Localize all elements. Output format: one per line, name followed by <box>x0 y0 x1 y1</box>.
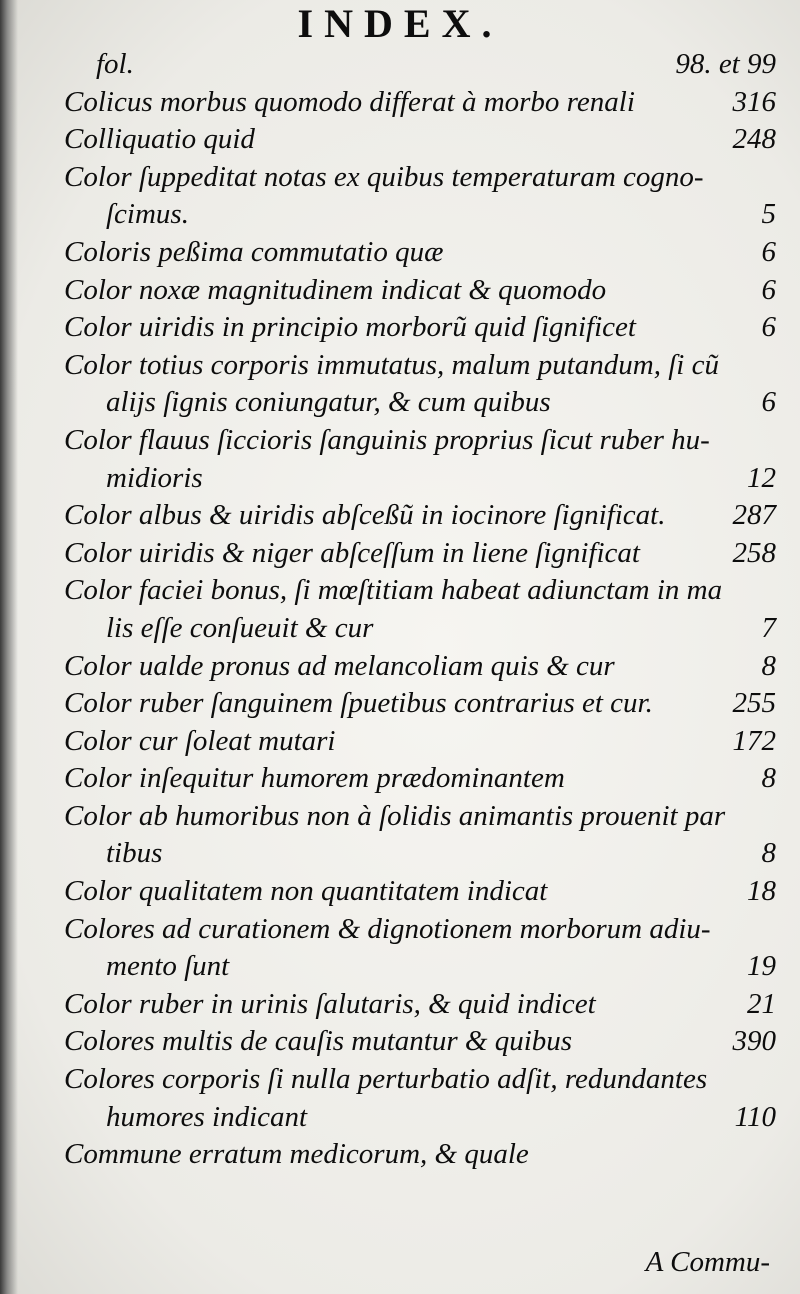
index-entry <box>64 1023 776 1061</box>
index-entry <box>64 272 776 310</box>
index-entry <box>64 760 776 798</box>
entry-page: 6 <box>761 273 776 306</box>
index-entry <box>64 460 776 498</box>
entry-text: Color ualde pronus ad melancoliam quis & cur <box>64 649 615 682</box>
entry-text: Color flauus ſiccioris ſanguinis proprius ſicut ruber hu- <box>64 423 710 456</box>
entry-text: Color ab humoribus non à ſolidis animantis prouenit par <box>64 799 726 832</box>
entry-page: 287 <box>732 499 776 532</box>
entry-text: Colliquatio quid <box>64 123 255 156</box>
entry-text: Color albus & uiridis abſceßũ in iocinore ſignificat. <box>64 499 666 532</box>
entry-page: 6 <box>761 311 776 344</box>
index-entry <box>64 610 776 648</box>
index-entry <box>64 384 776 422</box>
entry-page: 248 <box>732 123 776 156</box>
index-entry <box>64 309 776 347</box>
index-entry <box>64 572 776 610</box>
entry-text: Color faciei bonus, ſi mœſtitiam habeat adiunctam in ma <box>64 574 723 607</box>
index-entry <box>64 648 776 686</box>
entry-text: Color ruber ſanguinem ſpuetibus contrarius et cur. <box>64 687 653 720</box>
entry-text: Colores multis de cauſis mutantur & quibus <box>64 1025 573 1058</box>
entry-page: 98. et 99 <box>675 48 776 80</box>
entry-page: 316 <box>732 85 776 118</box>
entry-page: 6 <box>761 386 776 419</box>
entry-text: mento ſunt <box>106 950 230 983</box>
index-entry <box>64 685 776 723</box>
entry-text: humores indicant <box>106 1100 308 1133</box>
entry-page: 18 <box>747 875 776 908</box>
entry-text: fol. <box>96 48 134 80</box>
index-entry <box>64 986 776 1024</box>
index-entries <box>64 46 776 1174</box>
entry-text: Colicus morbus quomodo differat à morbo renali <box>64 85 635 118</box>
index-entry <box>64 798 776 836</box>
index-entry <box>64 234 776 272</box>
entry-text: tibus <box>106 837 163 870</box>
entry-text: Color uiridis & niger abſceſſum in liene ſignificat <box>64 536 640 569</box>
index-entry <box>64 422 776 460</box>
entry-text: Color ruber in urinis ſalutaris, & quid indicet <box>64 987 596 1020</box>
page-gutter-shadow <box>0 0 18 1294</box>
entry-text: Color noxæ magnitudinem indicat & quomodo <box>64 273 607 306</box>
entry-text: Coloris peßima commutatio quæ <box>64 235 444 268</box>
index-entry <box>64 497 776 535</box>
entry-page: 172 <box>732 724 776 757</box>
index-entry <box>64 84 776 122</box>
entry-text: Color ſuppeditat notas ex quibus temperaturam cogno- <box>64 160 704 193</box>
entry-page: 258 <box>732 536 776 569</box>
index-entry <box>64 723 776 761</box>
index-entry <box>64 46 776 84</box>
index-entry <box>64 1061 776 1099</box>
entry-page: 8 <box>761 649 776 682</box>
entry-text: Colores ad curationem & dignotionem morborum adiu- <box>64 912 711 945</box>
index-entry <box>64 347 776 385</box>
page-header: INDEX. <box>297 1 503 46</box>
index-entry <box>64 911 776 949</box>
index-entry <box>64 159 776 197</box>
index-entry <box>64 1099 776 1137</box>
entry-text: lis eſſe conſueuit & cur <box>106 611 374 644</box>
entry-text: ſcimus. <box>106 198 189 231</box>
entry-page: 6 <box>761 235 776 268</box>
entry-page: 255 <box>732 687 776 720</box>
entry-page: 8 <box>761 762 776 795</box>
entry-page: 21 <box>747 987 776 1020</box>
entry-page: 19 <box>747 950 776 983</box>
index-entry <box>64 535 776 573</box>
entry-text: Color totius corporis immutatus, malum putandum, ſi cũ <box>64 348 719 381</box>
entry-text: Color inſequitur humorem prædominantem <box>64 762 565 795</box>
entry-page: 110 <box>734 1100 776 1133</box>
index-entry <box>64 873 776 911</box>
entry-text: Color cur ſoleat mutari <box>64 724 336 757</box>
entry-page: 7 <box>761 611 776 644</box>
entry-text: midioris <box>106 461 203 494</box>
entry-text: Colores corporis ſi nulla perturbatio adſit, redundantes <box>64 1063 708 1096</box>
entry-text: Commune erratum medicorum, & quale <box>64 1138 529 1171</box>
index-entry <box>64 121 776 159</box>
entry-text: alijs ſignis coniungatur, & cum quibus <box>106 386 551 419</box>
entry-page: 390 <box>732 1025 776 1058</box>
catchword: A Commu- <box>645 1246 770 1278</box>
entry-page: 12 <box>747 461 776 494</box>
entry-text: Color uiridis in principio morborũ quid ſignificet <box>64 311 636 344</box>
index-entry <box>64 948 776 986</box>
index-entry <box>64 196 776 234</box>
entry-page: 8 <box>761 837 776 870</box>
entry-text: Color qualitatem non quantitatem indicat <box>64 875 548 908</box>
index-entry <box>64 835 776 873</box>
entry-page: 5 <box>761 198 776 231</box>
index-entry <box>64 1136 776 1174</box>
